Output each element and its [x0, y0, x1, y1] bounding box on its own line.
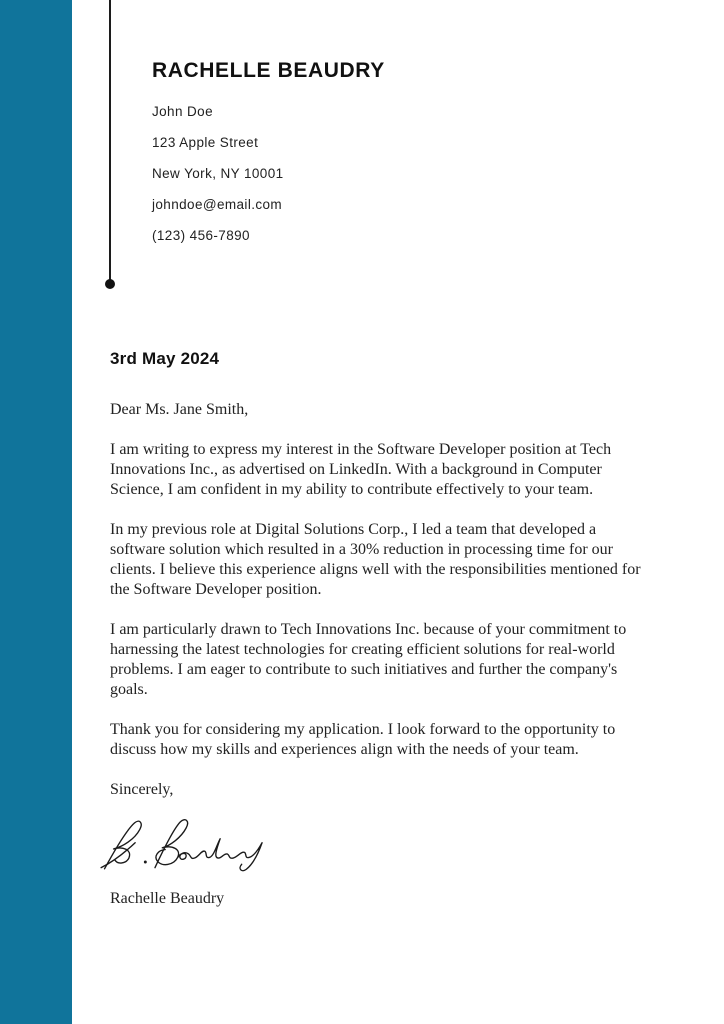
contact-line-city: New York, NY 10001 — [152, 166, 284, 181]
body-paragraph-2: In my previous role at Digital Solutions Corp., I led a team that developed a software solution which resulted in a 30% reduction in processing time for our clients. I believe this experience aligns well with the responsibilities mentioned for the Software Developer position. — [110, 521, 641, 598]
typed-signature-name: Rachelle Beaudry — [110, 890, 225, 907]
body-paragraph-4: Thank you for considering my application. I look forward to the opportunity to discuss how my skills and experiences align with the needs of your team. — [110, 721, 616, 758]
salutation: Dear Ms. Jane Smith, — [110, 401, 249, 418]
contact-line-phone: (123) 456-7890 — [152, 228, 250, 243]
letter-date: 3rd May 2024 — [110, 349, 220, 368]
contact-line-name: John Doe — [152, 104, 213, 119]
contact-line-email: johndoe@email.com — [152, 197, 283, 212]
contact-list — [152, 96, 650, 251]
body-paragraph-1: I am writing to express my interest in the Software Developer position at Tech Innovations Inc., as advertised on LinkedIn. With a background in Computer Science, I am confident in my ability to contribute effectively to your team. — [110, 441, 612, 498]
handwritten-signature-image — [100, 816, 270, 874]
page-title: RACHELLE BEAUDRY — [152, 59, 385, 82]
letter-body — [110, 400, 650, 909]
closing-salutation: Sincerely, — [110, 781, 174, 798]
letterhead — [152, 0, 650, 251]
accent-sidebar-stripe — [0, 0, 72, 1024]
body-paragraph-3: I am particularly drawn to Tech Innovations Inc. because of your commitment to harnessing the latest technologies for creating efficient solutions for real-world problems. I am eager to contribute to such initiatives and further the company's goals. — [110, 621, 627, 698]
contact-line-street: 123 Apple Street — [152, 135, 259, 150]
letter-content — [110, 0, 650, 909]
